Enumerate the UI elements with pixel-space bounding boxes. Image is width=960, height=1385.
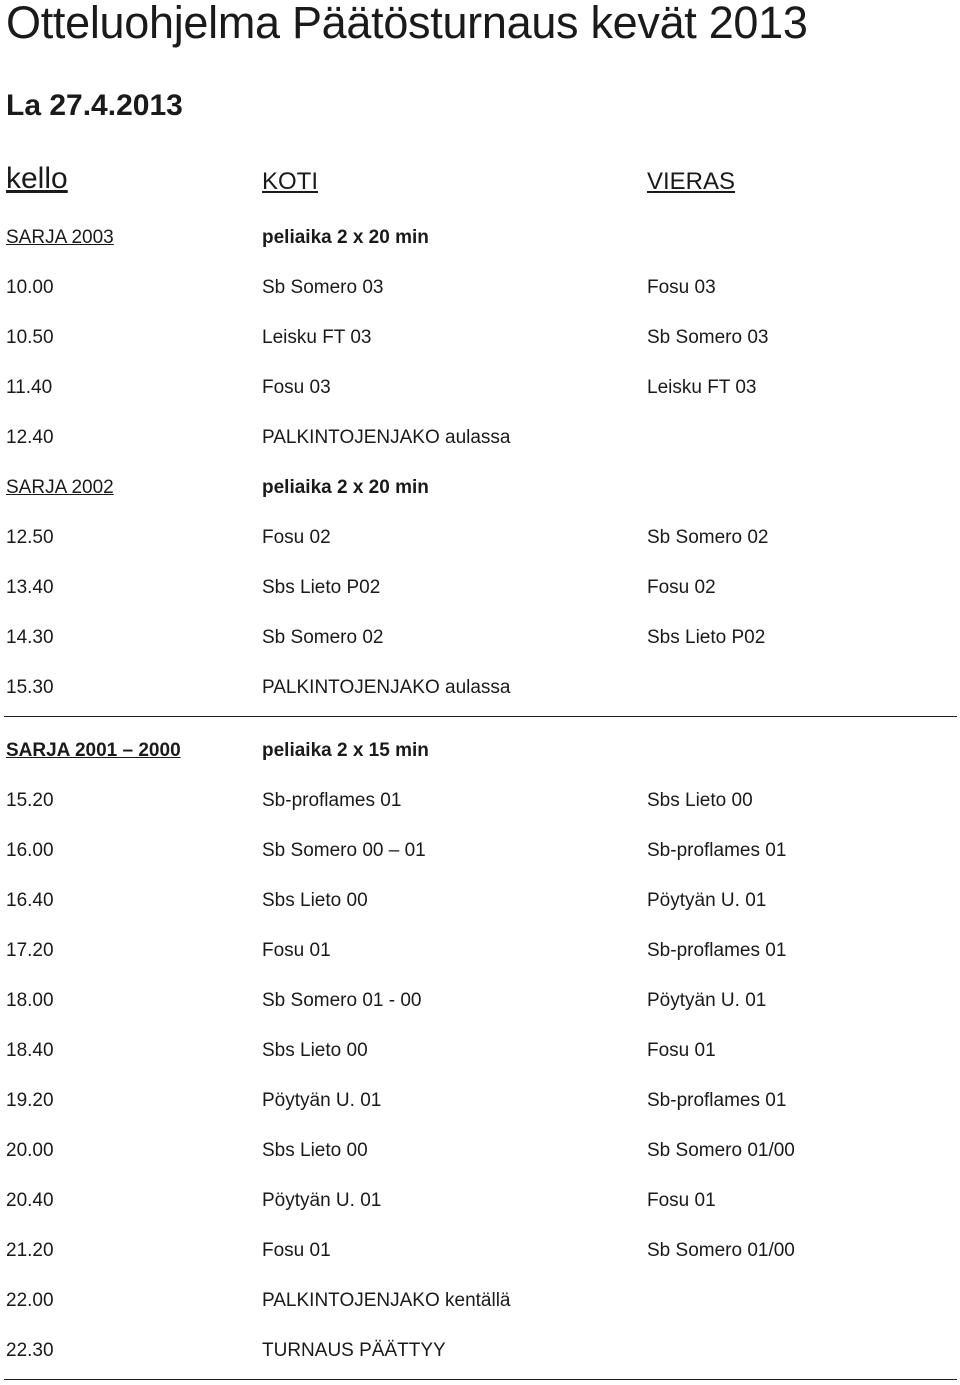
row-time: 16.00 — [6, 840, 54, 861]
row-time: 15.30 — [6, 677, 54, 698]
row-away-team: Sb-proflames 01 — [647, 840, 787, 861]
row-time: 10.00 — [6, 277, 54, 298]
row-away-team: Leisku FT 03 — [647, 377, 757, 398]
row-home-team: Fosu 02 — [262, 527, 331, 548]
series-header-row — [0, 472, 960, 522]
row-time: 19.20 — [6, 1090, 54, 1111]
row-home-team: Sb Somero 00 – 01 — [262, 840, 426, 861]
row-time: 16.40 — [6, 890, 54, 911]
schedule-row — [0, 1085, 960, 1135]
row-time: 22.00 — [6, 1290, 54, 1311]
row-home-team: Pöytyän U. 01 — [262, 1190, 382, 1211]
section-divider — [4, 716, 957, 717]
row-time: 17.20 — [6, 940, 54, 961]
row-home-team: peliaika 2 x 20 min — [262, 477, 429, 498]
row-time: 12.50 — [6, 527, 54, 548]
schedule-row — [0, 1235, 960, 1285]
row-time: 21.20 — [6, 1240, 54, 1261]
row-time: 13.40 — [6, 577, 54, 598]
row-home-team: peliaika 2 x 15 min — [262, 740, 429, 761]
event-date: La 27.4.2013 — [6, 89, 183, 122]
row-home-team: Sbs Lieto 00 — [262, 1140, 368, 1161]
bottom-divider — [4, 1379, 957, 1380]
row-away-team: Sb Somero 01/00 — [647, 1240, 795, 1261]
row-away-team: Sb Somero 02 — [647, 527, 769, 548]
row-home-team: TURNAUS PÄÄTTYY — [262, 1340, 446, 1361]
row-home-team: Sb Somero 02 — [262, 627, 384, 648]
row-home-team: PALKINTOJENJAKO aulassa — [262, 677, 511, 698]
schedule-row — [0, 1135, 960, 1185]
schedule-row — [0, 1285, 960, 1335]
row-home-team: Fosu 03 — [262, 377, 331, 398]
series-header-row — [0, 735, 960, 785]
row-time: 18.40 — [6, 1040, 54, 1061]
schedule-row — [0, 935, 960, 985]
row-home-team: Sb-proflames 01 — [262, 790, 402, 811]
schedule-row — [0, 522, 960, 572]
row-time: 11.40 — [6, 377, 53, 398]
schedule-row — [0, 372, 960, 422]
page-title: Otteluohjelma Päätösturnaus kevät 2013 — [6, 0, 808, 48]
row-home-team: Sbs Lieto 00 — [262, 890, 368, 911]
schedule-row — [0, 885, 960, 935]
schedule-row — [0, 835, 960, 885]
schedule-row — [0, 272, 960, 322]
schedule-row — [0, 422, 960, 472]
row-time: 14.30 — [6, 627, 54, 648]
row-away-team: Fosu 01 — [647, 1190, 716, 1211]
row-away-team: Sb Somero 01/00 — [647, 1140, 795, 1161]
row-time: 12.40 — [6, 427, 54, 448]
schedule-row — [0, 1035, 960, 1085]
schedule-row — [0, 672, 960, 735]
column-header-time: kello — [6, 162, 68, 195]
row-away-team: Fosu 01 — [647, 1040, 716, 1061]
row-home-team: peliaika 2 x 20 min — [262, 227, 429, 248]
schedule-row — [0, 322, 960, 372]
row-away-team: Pöytyän U. 01 — [647, 890, 767, 911]
row-away-team: Pöytyän U. 01 — [647, 990, 767, 1011]
schedule-row — [0, 1335, 960, 1385]
row-time: 20.40 — [6, 1190, 54, 1211]
row-home-team: Sb Somero 01 - 00 — [262, 990, 422, 1011]
schedule-row — [0, 785, 960, 835]
row-home-team: Leisku FT 03 — [262, 327, 372, 348]
row-time: 15.20 — [6, 790, 54, 811]
row-away-team: Sbs Lieto 00 — [647, 790, 753, 811]
row-time: 10.50 — [6, 327, 54, 348]
series-header-row — [0, 222, 960, 272]
row-home-team: Fosu 01 — [262, 1240, 331, 1261]
row-away-team: Sb Somero 03 — [647, 327, 769, 348]
schedule-row — [0, 985, 960, 1035]
row-home-team: PALKINTOJENJAKO aulassa — [262, 427, 511, 448]
row-away-team: Sb-proflames 01 — [647, 1090, 787, 1111]
row-home-team: Sbs Lieto P02 — [262, 577, 381, 598]
schedule-row — [0, 1185, 960, 1235]
row-away-team: Sb-proflames 01 — [647, 940, 787, 961]
row-home-team: Sbs Lieto 00 — [262, 1040, 368, 1061]
column-header-home: KOTI — [262, 168, 319, 195]
column-header-away: VIERAS — [647, 168, 736, 195]
row-time: 20.00 — [6, 1140, 54, 1161]
row-time: SARJA 2003 — [6, 227, 114, 248]
row-time: 18.00 — [6, 990, 54, 1011]
row-away-team: Fosu 02 — [647, 577, 716, 598]
row-time: 22.30 — [6, 1340, 54, 1361]
row-home-team: Sb Somero 03 — [262, 277, 384, 298]
schedule-row — [0, 622, 960, 672]
row-home-team: Pöytyän U. 01 — [262, 1090, 382, 1111]
row-away-team: Sbs Lieto P02 — [647, 627, 766, 648]
row-home-team: Fosu 01 — [262, 940, 331, 961]
row-home-team: PALKINTOJENJAKO kentällä — [262, 1290, 511, 1311]
row-time: SARJA 2002 — [6, 477, 114, 498]
schedule-list — [0, 222, 960, 1385]
row-time: SARJA 2001 – 2000 — [6, 740, 181, 761]
row-away-team: Fosu 03 — [647, 277, 716, 298]
schedule-row — [0, 572, 960, 622]
